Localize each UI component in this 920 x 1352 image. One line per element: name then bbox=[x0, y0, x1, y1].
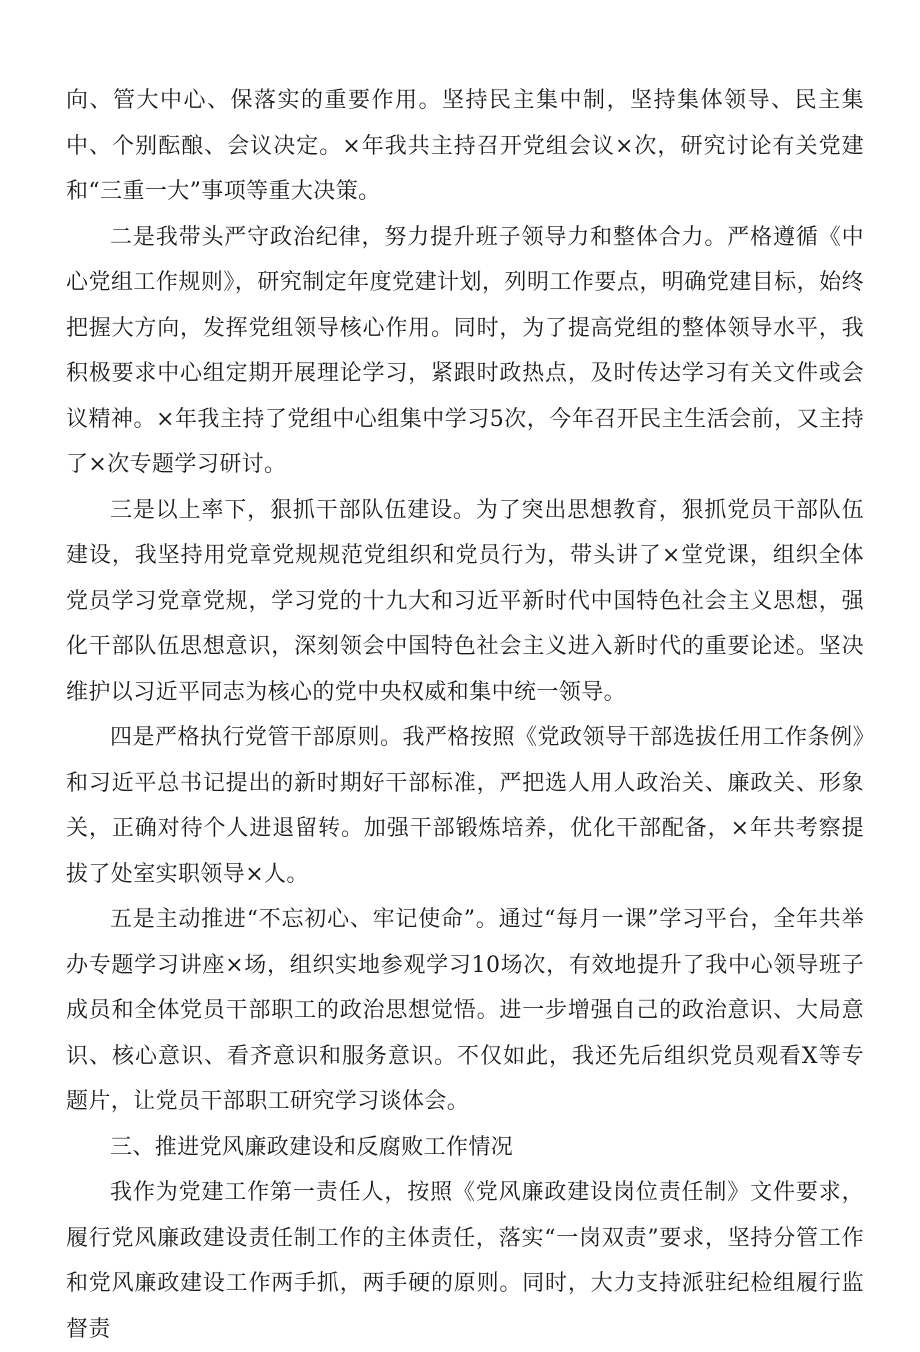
paragraph-point-five: 五是主动推进“不忘初心、牢记使命”。通过“每月一课”学习平台，全年共举办专题学习讲座×场，组织实地参观学习10场次，有效地提升了我中心领导班子成员和全体党员干部职工的政治思想觉悟。进一步增强自己的政治意识、大局意识、核心意识、看齐意识和服务意识。不仅如此，我还先后组织党员观看X等专题片，让党员干部职工研究学习谈体会。 bbox=[66, 907, 864, 1114]
section-heading-three: 三、推进党风廉政建设和反腐败工作情况 bbox=[110, 1134, 514, 1160]
paragraph-point-four: 四是严格执行党管干部原则。我严格按照《党政领导干部选拔任用工作条例》和习近平总书记提出的新时期好干部标准，严把选人用人政治关、廉政关、形象关，正确对待个人进退留转。加强干部锻炼培养，优化干部配备，×年共考察提拔了处室实职领导×人。 bbox=[66, 725, 864, 887]
paragraph-point-two: 二是我带头严守政治纪律，努力提升班子领导力和整体合力。严格遵循《中心党组工作规则》，研究制定年度党建计划，列明工作要点，明确党建目标，始终把握大方向，发挥党组领导核心作用。同时，为了提高党组的整体领导水平，我积极要求中心组定期开展理论学习，紧跟时政热点，及时传达学习有关文件或会议精神。×年我主持了党组中心组集中学习5次，今年召开民主生活会前，又主持了×次专题学习研讨。 bbox=[66, 224, 864, 477]
paragraph-point-three: 三是以上率下，狠抓干部队伍建设。为了突出思想教育，狠抓党员干部队伍建设，我坚持用党章党规规范党组织和党员行为，带头讲了×堂党课，组织全体党员学习党章党规，学习党的十九大和习近平新时代中国特色社会主义思想，强化干部队伍思想意识，深刻领会中国特色社会主义进入新时代的重要论述。坚决维护以习近平同志为核心的党中央权威和集中统一领导。 bbox=[66, 497, 864, 705]
paragraph-continuation: 向、管大中心、保落实的重要作用。坚持民主集中制，坚持集体领导、民主集中、个别酝酿、会议决定。×年我共主持召开党组会议×次，研究讨论有关党建和“三重一大”事项等重大决策。 bbox=[66, 88, 864, 204]
document-body bbox=[66, 78, 864, 1352]
paragraph-section-three-body: 我作为党建工作第一责任人，按照《党风廉政建设岗位责任制》文件要求，履行党风廉政建设责任制工作的主体责任，落实“一岗双责”要求，坚持分管工作和党风廉政建设工作两手抓，两手硬的原则。同时，大力支持派驻纪检组履行监督责 bbox=[66, 1180, 864, 1342]
